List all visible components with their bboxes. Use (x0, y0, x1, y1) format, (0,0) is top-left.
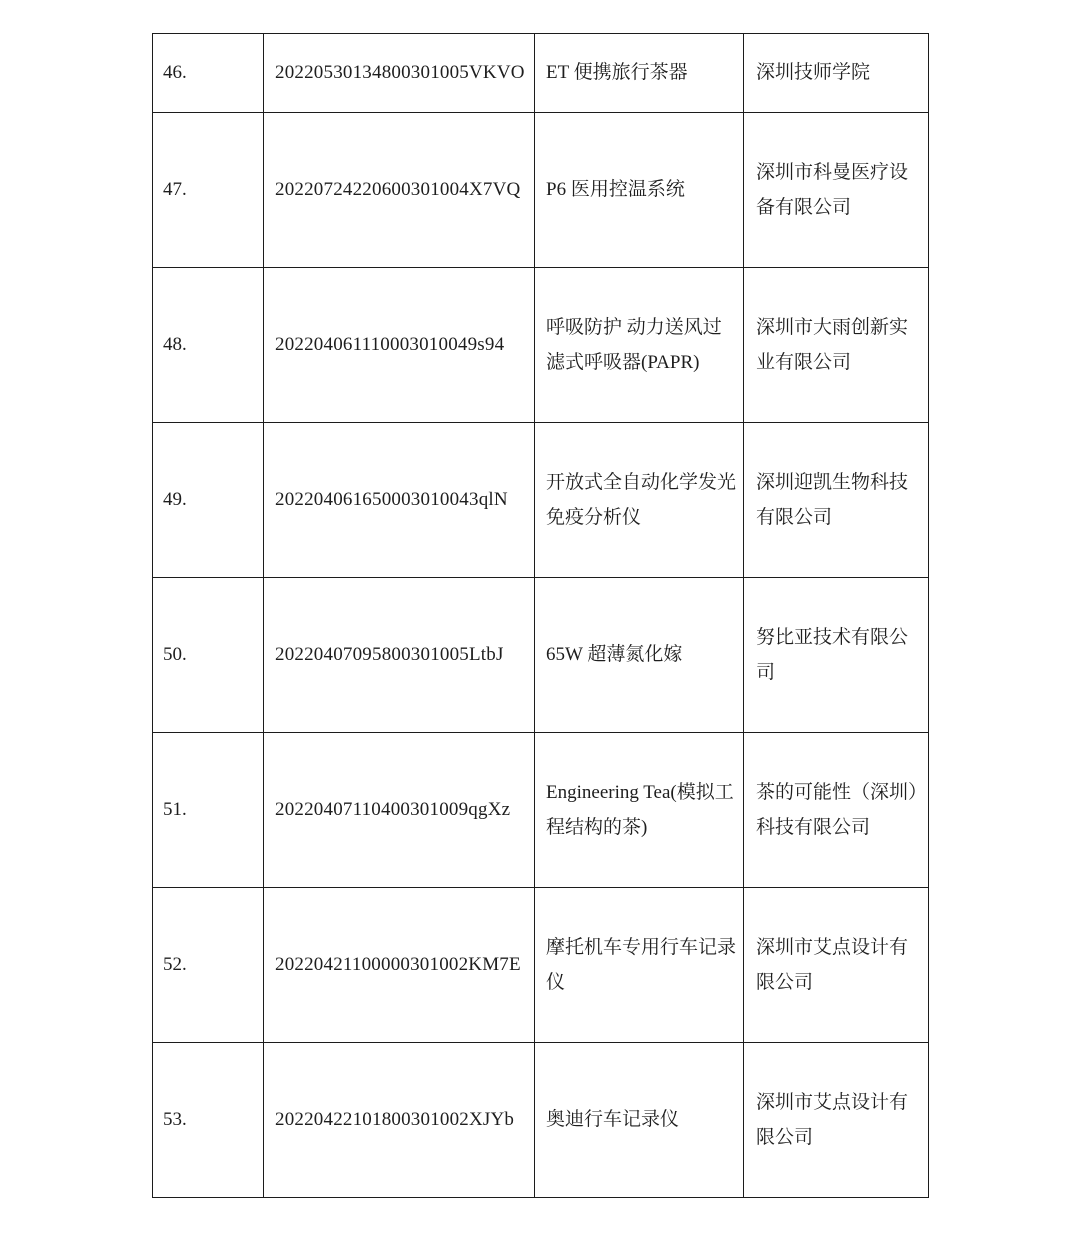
cell-company-name: 努比亚技术有限公司 (744, 577, 929, 732)
cell-company-name: 深圳市大雨创新实业有限公司 (744, 267, 929, 422)
cell-record-id: 20220530134800301005VKVO (264, 34, 535, 113)
table-row (153, 1042, 929, 1197)
cell-row-number: 46. (153, 34, 264, 113)
cell-product-name: 摩托机车专用行车记录仪 (535, 887, 744, 1042)
cell-row-number: 48. (153, 267, 264, 422)
cell-company-name: 深圳市科曼医疗设备有限公司 (744, 112, 929, 267)
cell-product-name: 呼吸防护 动力送风过滤式呼吸器(PAPR) (535, 267, 744, 422)
cell-row-number: 49. (153, 422, 264, 577)
table-row (153, 732, 929, 887)
cell-record-id: 202204061110003010049s94 (264, 267, 535, 422)
cell-company-name: 深圳市艾点设计有限公司 (744, 1042, 929, 1197)
cell-company-name: 深圳技师学院 (744, 34, 929, 113)
cell-record-id: 20220407110400301009qgXz (264, 732, 535, 887)
product-record-table (152, 33, 929, 1198)
table-row (153, 887, 929, 1042)
cell-record-id: 20220422101800301002XJYb (264, 1042, 535, 1197)
table-row (153, 112, 929, 267)
table-row (153, 34, 929, 113)
table-row (153, 267, 929, 422)
cell-row-number: 47. (153, 112, 264, 267)
cell-row-number: 50. (153, 577, 264, 732)
cell-row-number: 51. (153, 732, 264, 887)
table-row (153, 422, 929, 577)
cell-record-id: 20220407095800301005LtbJ (264, 577, 535, 732)
cell-row-number: 52. (153, 887, 264, 1042)
cell-product-name: Engineering Tea(模拟工程结构的茶) (535, 732, 744, 887)
cell-record-id: 20220421100000301002KM7E (264, 887, 535, 1042)
cell-record-id: 202204061650003010043qlN (264, 422, 535, 577)
cell-product-name: 开放式全自动化学发光免疫分析仪 (535, 422, 744, 577)
cell-company-name: 深圳迎凯生物科技有限公司 (744, 422, 929, 577)
cell-company-name: 深圳市艾点设计有限公司 (744, 887, 929, 1042)
cell-product-name: 65W 超薄氮化嫁 (535, 577, 744, 732)
cell-product-name: ET 便携旅行茶器 (535, 34, 744, 113)
table-row (153, 577, 929, 732)
cell-product-name: P6 医用控温系统 (535, 112, 744, 267)
cell-company-name: 茶的可能性（深圳）科技有限公司 (744, 732, 929, 887)
cell-record-id: 20220724220600301004X7VQ (264, 112, 535, 267)
cell-row-number: 53. (153, 1042, 264, 1197)
cell-product-name: 奥迪行车记录仪 (535, 1042, 744, 1197)
